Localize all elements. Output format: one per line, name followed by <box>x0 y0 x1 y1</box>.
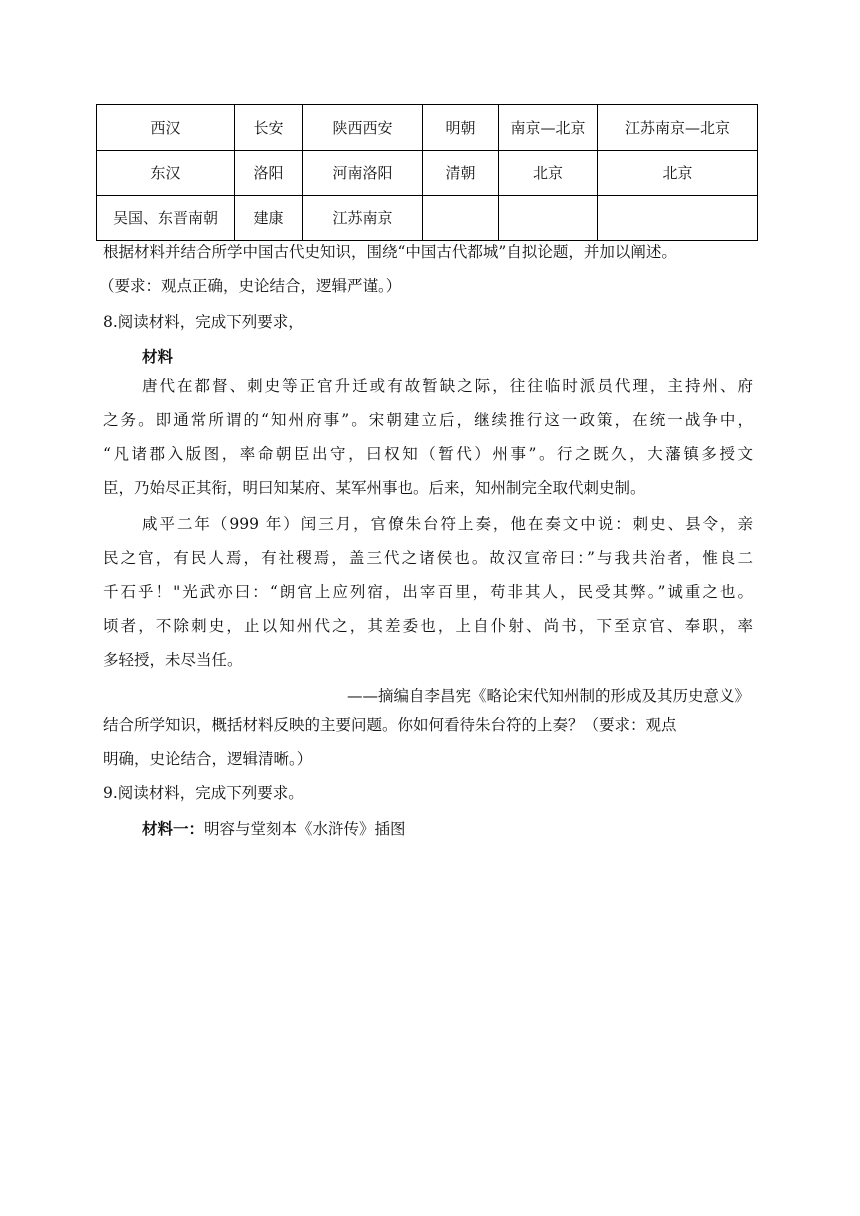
q9-title: 9.阅读材料，完成下列要求。 <box>103 784 304 802</box>
table-cell: 清朝 <box>423 151 499 196</box>
table-cell: 南京—北京 <box>499 105 598 151</box>
q8-question-continued: 明确，史论结合，逻辑清晰。） <box>103 750 313 768</box>
table-row <box>97 196 758 241</box>
paragraph-line: 千石乎！"光武亦曰：“朗官上应列宿，出宰百里，苟非其人，民受其弊。”诚重之也。 <box>103 583 753 601</box>
q8-source-citation: ——摘编自李昌宪《略论宋代知州制的形成及其历史意义》 <box>346 687 750 705</box>
q8-material-paragraph-1 <box>103 369 753 505</box>
q8-question: 结合所学知识，概括材料反映的主要问题。你如何看待朱台符的上奏？（要求：观点 <box>103 716 677 734</box>
table-row <box>97 105 758 151</box>
q8-material-label: 材料 <box>142 347 174 366</box>
table-cell: 吴国、东晋南朝 <box>97 196 235 241</box>
q8-material-paragraph-2 <box>103 507 753 677</box>
q7-requirement: （要求：观点正确，史论结合，逻辑严谨。） <box>99 277 402 295</box>
paragraph-line: 多轻授，未尽当任。 <box>103 651 243 669</box>
q9-material-1 <box>142 821 822 838</box>
table-cell <box>423 196 499 241</box>
table-cell: 北京 <box>499 151 598 196</box>
paragraph-line: 咸平二年（999 年）闰三月，官僚朱台符上奏，他在奏文中说：刺史、县令，亲 <box>142 515 753 533</box>
q7-prompt: 根据材料并结合所学中国古代史知识，围绕“中国古代都城”自拟论题，并加以阐述。 <box>103 243 677 261</box>
paragraph-line: “凡诸郡入版图，率命朝臣出守，曰权知（暂代）州事”。行之既久，大藩镇多授文 <box>103 445 753 463</box>
table-cell <box>598 196 758 241</box>
q8-title: 8.阅读材料，完成下列要求， <box>103 313 304 331</box>
table-cell: 江苏南京 <box>303 196 423 241</box>
paragraph-line: 民之官，有民人焉，有社稷焉，盖三代之诸侯也。故汉宣帝曰：”与我共治者，惟良二 <box>103 549 753 567</box>
table-cell: 建康 <box>235 196 303 241</box>
paragraph-line: 唐代在都督、刺史等正官升迁或有故暂缺之际，往往临时派员代理，主持州、府 <box>142 377 753 395</box>
capitals-table <box>96 104 758 241</box>
q9-material-label: 材料一： <box>142 819 205 838</box>
table-cell <box>499 196 598 241</box>
q9-material-text: 明容与堂刻本《水浒传》插图 <box>204 820 406 838</box>
table-cell: 洛阳 <box>235 151 303 196</box>
table-cell: 长安 <box>235 105 303 151</box>
paragraph-line: 顷者，不除刺史，止以知州代之，其差委也，上自仆射、尚书，下至京官、奉职，率 <box>103 617 753 635</box>
table-cell: 明朝 <box>423 105 499 151</box>
paragraph-line: 之务。即通常所谓的“知州府事”。宋朝建立后，继续推行这一政策，在统一战争中， <box>103 411 753 429</box>
table-cell: 西汉 <box>97 105 235 151</box>
paragraph-line: 臣，乃始尽正其衔，明曰知某府、某军州事也。后来，知州制完全取代刺史制。 <box>103 479 646 497</box>
table-row <box>97 151 758 196</box>
table-cell: 江苏南京—北京 <box>598 105 758 151</box>
table-cell: 东汉 <box>97 151 235 196</box>
table-cell: 河南洛阳 <box>303 151 423 196</box>
table-cell: 北京 <box>598 151 758 196</box>
table-cell: 陕西西安 <box>303 105 423 151</box>
